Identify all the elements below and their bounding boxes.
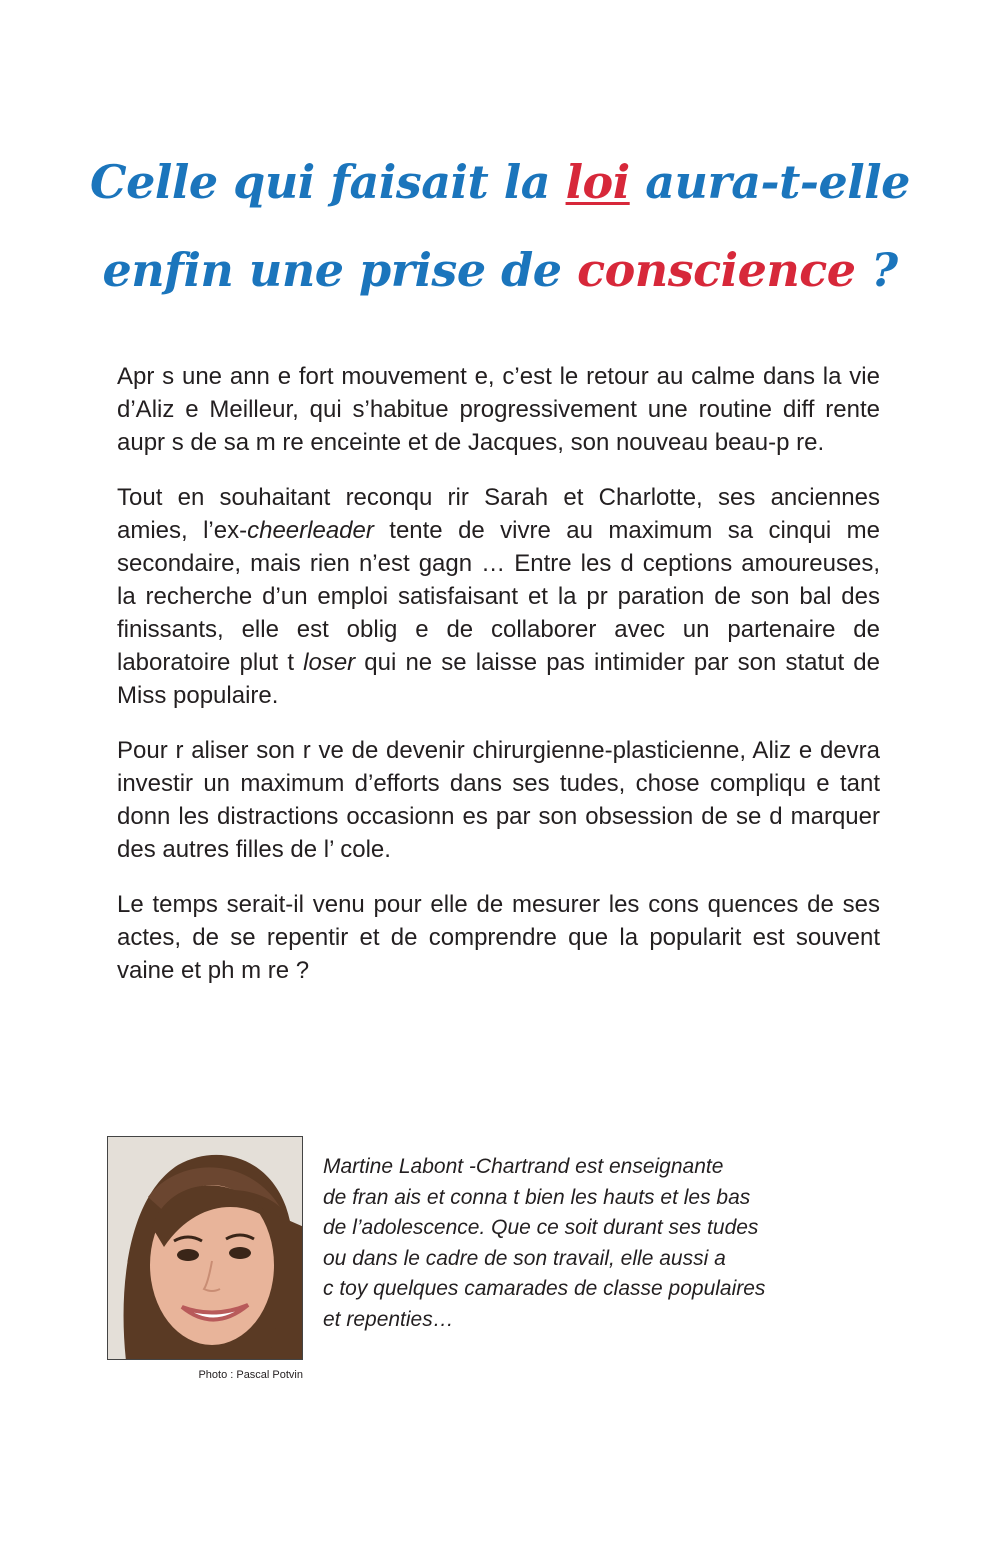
photo-credit: Photo : Pascal Potvin <box>198 1369 303 1381</box>
headline-part-3: ? <box>855 243 898 297</box>
headline-part-1: Celle qui faisait la <box>90 155 566 209</box>
blurb-paragraph-2 <box>117 481 880 712</box>
blurb-paragraph-4: Le temps serait-il venu pour elle de mesurer les cons quences de ses actes, de se repentir et de comprendre que la popularit est souvent vaine et ph m re ? <box>117 891 880 984</box>
headline-highlight-loi: loi <box>565 155 630 209</box>
blurb-paragraph-1: Apr s une ann e fort mouvement e, c’est le retour au calme dans la vie d’Aliz e Meilleur, qui s’habitue progressivement une routine diff rente aupr s de sa m re enceinte et de Jacques, son nouveau beau-p re. <box>117 363 880 456</box>
blurb-p2-text-a: Tout en souhaitant reconqu rir Sarah et Charlotte, ses anciennes amies, l’ex- <box>117 484 880 544</box>
headline <box>60 138 940 314</box>
book-blurb <box>117 360 880 1009</box>
headline-part-2: aura-t-elle enfin une prise de <box>102 155 910 297</box>
author-bio: Martine Labont -Chartrand est enseignante de fran ais et conna t bien les hauts et les bas de l’adolescence. Que ce soit durant ses tudes ou dans le cadre de son travail, elle aussi a c toy quelques camarades de classe populaires et repenties… <box>323 1155 766 1331</box>
author-photo <box>107 1136 303 1360</box>
blurb-p2-emphasis-loser: loser <box>303 649 356 676</box>
blurb-p2-text-b: tente de vivre au maximum sa cinqui me secondaire, mais rien n’est gagn … Entre les d ceptions amoureuses, la recherche d’un emploi satisfaisant et la pr paration de son bal des finissants, elle est oblig e de collaborer avec un partenaire de laboratoire plut t <box>117 517 881 676</box>
author-portrait-illustration <box>108 1137 303 1360</box>
headline-highlight-conscience: conscience <box>577 243 856 297</box>
blurb-paragraph-3: Pour r aliser son r ve de devenir chirurgienne-plasticienne, Aliz e devra investir un maximum d’efforts dans ses tudes, chose compliqu e tant donn les distractions occasionn es par son obsession de se d marquer des autres filles de l’ cole. <box>117 737 880 863</box>
blurb-p2-emphasis-cheerleader: cheerleader <box>247 517 374 544</box>
blurb-p2-text-c: qui ne se laisse pas intimider par son statut de Miss populaire. <box>117 649 880 709</box>
